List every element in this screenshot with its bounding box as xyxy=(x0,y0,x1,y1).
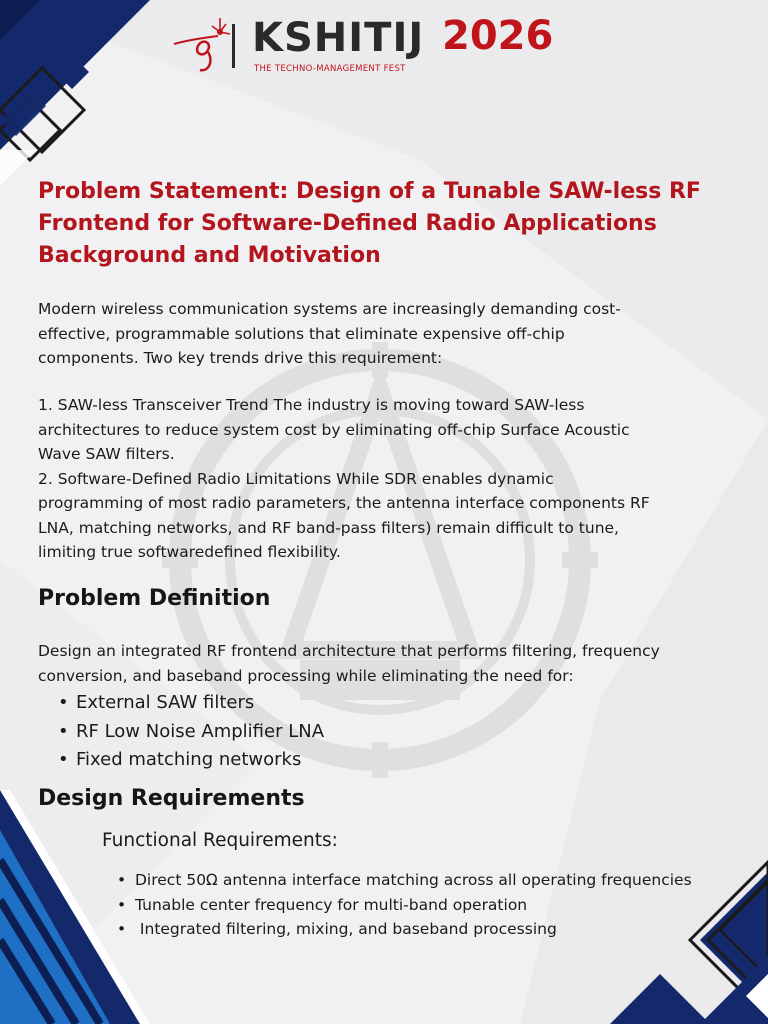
list-item: • Tunable center frequency for multi-band operation xyxy=(106,893,706,918)
functional-requirements-list xyxy=(106,868,706,942)
eliminated-components-list xyxy=(38,689,324,775)
problem-definition-heading: Problem Definition xyxy=(38,586,271,611)
title-line: Problem Statement: Design of a Tunable SAW-less RF xyxy=(38,179,701,204)
intro-paragraph xyxy=(38,297,738,371)
list-item: • Direct 50Ω antenna interface matching across all operating frequencies xyxy=(106,868,706,893)
list-item: • Integrated filtering, mixing, and baseband processing xyxy=(106,917,706,942)
design-requirements-heading: Design Requirements xyxy=(38,786,305,811)
list-item: • Fixed matching networks xyxy=(38,746,324,775)
paragraph-line: components. Two key trends drive this requirement: xyxy=(38,349,443,367)
paragraph-line: 2. Software-Defined Radio Limitations While SDR enables dynamic xyxy=(38,469,554,488)
header xyxy=(168,8,588,80)
paragraph-line: Modern wireless communication systems are increasingly demanding cost- xyxy=(38,300,621,318)
functional-requirements-subheading: Functional Requirements: xyxy=(102,830,338,851)
paragraph-line: conversion, and baseband processing while eliminating the need for: xyxy=(38,666,574,685)
brand-name: KSHITIJ xyxy=(252,15,425,61)
paragraph-line: architectures to reduce system cost by eliminating off-chip Surface Acoustic xyxy=(38,420,630,439)
list-item: • External SAW filters xyxy=(38,689,324,718)
paragraph-line: Wave SAW filters. xyxy=(38,445,175,463)
page-title xyxy=(38,176,750,272)
paragraph-line: LNA, matching networks, and RF band-pass filters) remain difficult to tune, xyxy=(38,518,619,537)
paragraph-line: Design an integrated RF frontend architecture that performs filtering, frequency xyxy=(38,642,660,660)
title-line: Background and Motivation xyxy=(38,243,381,268)
problem-definition-paragraph xyxy=(38,639,738,688)
trends-paragraph xyxy=(38,393,738,565)
brand-tagline: THE TECHNO-MANAGEMENT FEST xyxy=(254,64,406,74)
list-item: • RF Low Noise Amplifier LNA xyxy=(38,718,324,747)
paragraph-line: programming of most radio parameters, the antenna interface components RF xyxy=(38,494,650,512)
kshitij-logo-icon xyxy=(168,14,248,76)
paragraph-line: limiting true softwaredefined flexibility. xyxy=(38,543,341,561)
paragraph-line: 1. SAW-less Transceiver Trend The industry is moving toward SAW-less xyxy=(38,396,585,414)
paragraph-line: effective, programmable solutions that eliminate expensive off-chip xyxy=(38,324,565,343)
brand-year: 2026 xyxy=(442,13,554,59)
title-line: Frontend for Software-Defined Radio Applications xyxy=(38,211,657,236)
